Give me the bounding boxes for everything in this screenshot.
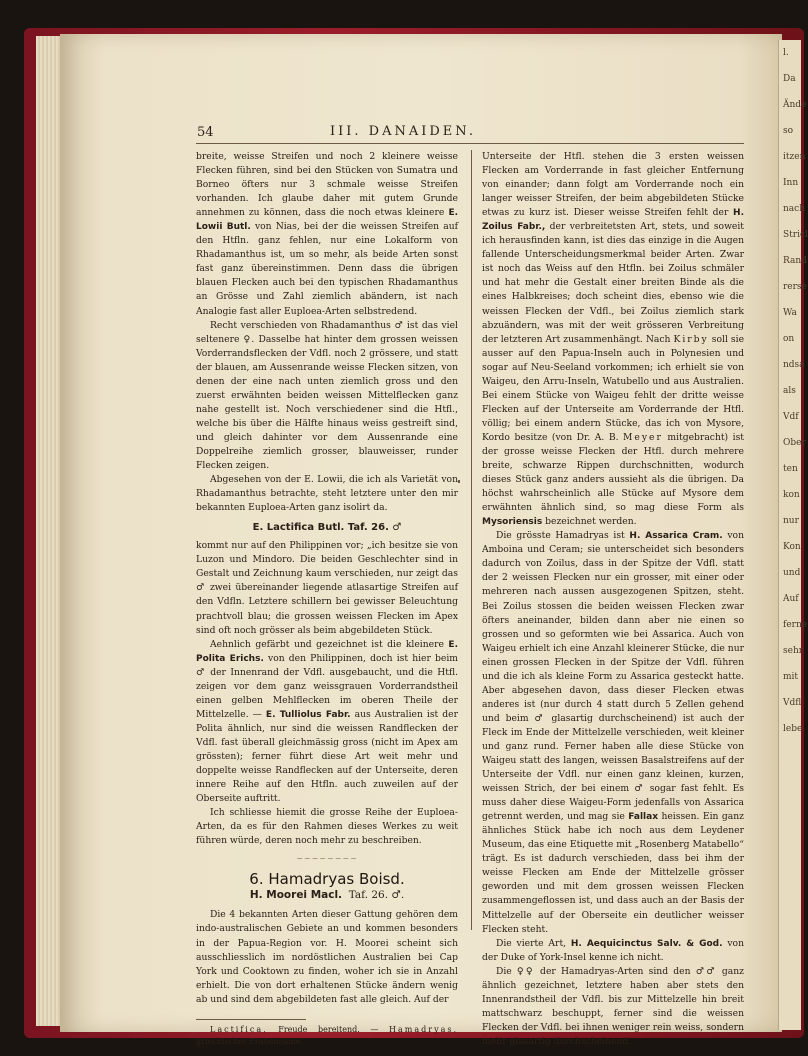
facing-page-fragment: Rand bbox=[783, 256, 807, 266]
left-column bbox=[196, 150, 458, 1048]
paragraph: Die grösste Hamadryas ist H. Assarica Cram. von Amboina und Ceram; sie unterscheidet sich besonders dadurch von Zoilus, dass in der Spitze der Vdfl. statt der 2 weissen Flecken nur ein grosser, mit einer oder mehreren nach aussen ausgezogenen Spitzen, steht. Bei Zoilus stossen die beiden weissen Flecken zwar öfters aneinander, bilden dann aber nie einen so grossen und so geformten wie bei Assarica. Auch von Waigeu erhielt ich eine Anzahl kleinerer Stücke, die nur einen grossen Flecken in der Spitze der Vdfl. führen und die ich als kleine Form zu Assarica gesteckt hatte. Aber abgesehen davon, dass dieser Flecken etwas anderes ist (nur durch 4 statt durch 5 Zellen gehend und beim ♂ glasartig durchscheinend) ist auch der Fleck im Ende der Mittelzelle verschieden, weit kleiner und ganz rund. Ferner haben alle diese Stücke von Waigeu statt des langen, weissen Basalstreifens auf der Unterseite der Vdfl. nur einen ganz kleinen, kurzen, weissen Strich, der bei einem ♂ sogar fast fehlt. Es muss daher diese Waigeu-Form jedenfalls von Assarica getrennt werden, und mag sie Fallax heissen. Ein ganz ähnliches Stück habe ich noch aus dem Leydener Museum, das eine Etiquette mit „Rosenberg Matabello“ trägt. Es ist dadurch verschieden, dass bei ihm der weisse Flecken am Ende der Mittelzelle grösser geworden und mit dem grossen weissen Flecken zusammengeflossen ist, und dass auch an der Basis der Mittelzelle auf der Oberseite ein deutlicher weisser Flecken steht. bbox=[482, 530, 744, 935]
facing-page-fragment: nur bbox=[783, 516, 799, 526]
ornament-divider: ~~~~~~~~ bbox=[296, 854, 358, 864]
facing-page-fragment: on bbox=[783, 334, 795, 344]
paragraph: Aehnlich gefärbt und gezeichnet ist die kleinere E. Polita Erichs. von den Philippinen, doch ist hier beim ♂ der Innenrand der Vdfl. ausgebaucht, und die Htfl. zeigen vor dem ganz weissgrauen Vorderrandstheil einen gelben Mehlflecken im oberen Theile der Mittelzelle. — E. Tulliolus Fabr. aus Australien ist der Polita ähnlich, nur sind die weissen Randflecken der Vdfl. fast überall gleichmässig gross (nicht im Apex am grössten); ferner führt diese Art weit mehr und doppelte weisse Randflecken auf der Unterseite, deren innere Reihe auf den Htfln. auch zuweilen auf der Oberseite auftritt. bbox=[196, 638, 459, 805]
chapter-title: III. DANAIDEN. bbox=[330, 124, 476, 139]
facing-page-fragment: Kon bbox=[783, 542, 801, 552]
facing-page-fragment: ferne bbox=[783, 620, 808, 630]
paragraph: kommt nur auf den Philippinen vor; „ich besitze sie von Luzon und Mindoro. Die beiden Geschlechter sind in Gestalt und Zeichnung kaum verschieden, nur zeigt das ♂ zwei übereinander liegende atlasartige Streifen auf den Vdfln. Letztere schillern bei gewisser Beleuchtung prachtvoll blau; die grossen weissen Flecken im Apex sind oft noch grösser als beim abgebildeten Stück. bbox=[196, 540, 458, 636]
species-heading: E. Lactifica Butl. Taf. 26. ♂ bbox=[252, 522, 402, 534]
margin-mark bbox=[458, 480, 460, 483]
facing-page-fragment: sehr bbox=[783, 646, 804, 656]
species-heading: H. Moorei Macl. Taf. 26. ♂. bbox=[249, 889, 405, 902]
column-divider bbox=[471, 150, 472, 930]
page-number: 54 bbox=[197, 125, 214, 140]
paragraph: Recht verschieden von Rhadamanthus ♂ ist das viel seltenere ♀. Dasselbe hat hinter dem grossen weissen Vorderrandsflecken der Vdfl. noch 2 grössere, und statt der blauen, am Aussenrande weisse Flecken sitzen, von denen der eine nach unten ziemlich gross und den zuerst erwähnten beiden weissen Mittelflecken ganz nahe gestellt ist. Noch verschiedener sind die Htfl., welche bis über die Hälfte hinaus weiss gestreift sind, und gleich dahinter vor dem Aussenrande eine Doppelreihe ziemlich grosser, blauweisser, runder Flecken zeigen. bbox=[196, 319, 458, 472]
facing-page-fragment: Wa bbox=[783, 308, 797, 318]
facing-page-fragment: kon bbox=[783, 490, 800, 500]
footnote: Lactifica, Freude bereitend. — Hamadryas, griechischer Frauenname. bbox=[196, 1024, 458, 1046]
facing-page-fragment: l. Da bbox=[783, 48, 796, 84]
facing-page-fragment: Vdf bbox=[783, 412, 799, 422]
facing-page-fragment: als bbox=[783, 386, 796, 396]
facing-page-fragment: rerse bbox=[783, 282, 807, 292]
facing-page-fragment: Vdfl bbox=[783, 698, 802, 708]
facing-page-fragment: so bbox=[783, 126, 794, 136]
paragraph: breite, weisse Streifen und noch 2 kleinere weisse Flecken führen, sind bei den Stücken von Sumatra und Borneo öfters nur 3 schmale weisse Streifen vorhanden. Ich glaube daher mit gutem Grunde annehmen zu können, dass die noch etwas kleinere E. Lowii Butl. von Nias, bei der die weissen Streifen auf den Htfln. ganz fehlen, nur eine Lokalform von Rhadamanthus ist, um so mehr, als beide Arten sonst fast ganz übereinstimmen. Denn dass die übrigen blauen Flecken auch bei den typischen Rhadamanthus an Grösse und Zahl ziemlich abändern, ist nach Analogie fast aller Euploea-Arten selbstredend. bbox=[196, 151, 459, 317]
facing-page-fragment: Stricl bbox=[783, 230, 808, 240]
facing-page-fragment: ten bbox=[783, 464, 798, 474]
paragraph: Die 4 bekannten Arten dieser Gattung gehören dem indo-australischen Gebiete an und kommen besonders in der Papua-Region vor. H. Moorei scheint sich ausschliesslich im nordöstlichen Australien bei Cap York und Cooktown zu finden, woher ich sie in Anzahl erhielt. Die von dort erhaltenen Stücke ändern wenig ab und sind dem abgebildeten fast alle gleich. Auf der bbox=[196, 909, 458, 1005]
facing-page-fragment: mit bbox=[783, 672, 799, 682]
right-column bbox=[482, 150, 744, 1049]
facing-page-fragment: nach bbox=[783, 204, 805, 214]
paragraph: Die ♀♀ der Hamadryas-Arten sind den ♂♂ ganz ähnlich gezeichnet, letztere haben aber stets den Innenrandstheil der Vdfl. bis zur Mittelzelle hin breit mattschwarz beschuppt, ferner sind die weissen Flecken der Vdfl. bei ihnen weniger rein weiss, sondern mehr glasartig durchscheinend. bbox=[482, 965, 744, 1047]
facing-page-fragment: Ober bbox=[783, 438, 806, 448]
facing-page-fragment: Ände bbox=[783, 100, 807, 110]
facing-page-fragment: itzen bbox=[783, 152, 806, 162]
facing-page-fragment: lebe bbox=[783, 724, 803, 734]
section-heading: 6. Hamadryas Boisd. bbox=[249, 870, 405, 889]
facing-page-fragment: Inn bbox=[783, 178, 799, 188]
facing-page-strip bbox=[778, 40, 808, 1030]
header-rule bbox=[196, 143, 744, 144]
facing-page-fragment: ndsa bbox=[783, 360, 805, 370]
paragraph: Die vierte Art, H. Aequicinctus Salv. & God. von der Duke of York-Insel kenne ich nicht. bbox=[482, 937, 744, 963]
facing-page-fragment: Auf bbox=[783, 594, 799, 604]
paragraph: Abgesehen von der E. Lowii, die ich als Varietät von Rhadamanthus betrachte, steht letztere unter den mir bekannten Euploea-Arten ganz isolirt da. bbox=[196, 474, 458, 514]
paragraph: Ich schliesse hiemit die grosse Reihe der Euploea-Arten, da es für den Rahmen dieses Werkes zu weit führen würde, deren noch mehr zu beschreiben. bbox=[196, 807, 458, 847]
footnote-rule bbox=[196, 1019, 306, 1020]
facing-page-fragment: und bbox=[783, 568, 801, 578]
paragraph: Unterseite der Htfl. stehen die 3 ersten weissen Flecken am Vorderrande in fast gleicher Entfernung von einander; dann folgt am Vorderrande noch ein langer weisser Streifen, der beim abgebildeten Stücke etwas zu kurz ist. Dieser weisse Streifen fehlt der H. Zoilus Fabr., der verbreitetsten Art, stets, und soweit ich herausfinden kann, ist dies das einzige in die Augen fallende Unterscheidungsmerkmal beider Arten. Zwar ist noch das Weiss auf den Htfln. bei Zoilus schmäler und hat mehr die Gestalt einer breiten Binde als die eines Halbkreises; doch scheint dies, ebenso wie die weissen Flecken der Vdfl., bei Zoilus ziemlich stark abzuändern, was mit der weit grösseren Verbreitung der letzteren Art zusammenhängt. Nach Kirby soll sie ausser auf den Papua-Inseln auch in Polynesien und sogar auf Neu-Seeland vorkommen; ich erhielt sie von Waigeu, den Arru-Inseln, Watubello und aus Australien. Bei einem Stücke von Waigeu fehlt der dritte weisse Flecken auf der Unterseite am Vorderrande der Htfl. völlig; bei einem andern Stücke, das ich von Mysore, Kordo besitze (von Dr. A. B. Meyer mitgebracht) ist der grosse weisse Flecken der Htfl. durch mehrere breite, schwarze Rippen durchschnitten, wodurch dieses Stück ganz anders aussieht als die übrigen. Da höchst wahrscheinlich alle Stücke auf Mysore dem erwähnten ähnlich sind, so mag diese Form als Mysoriensis bezeichnet werden. bbox=[482, 151, 745, 528]
